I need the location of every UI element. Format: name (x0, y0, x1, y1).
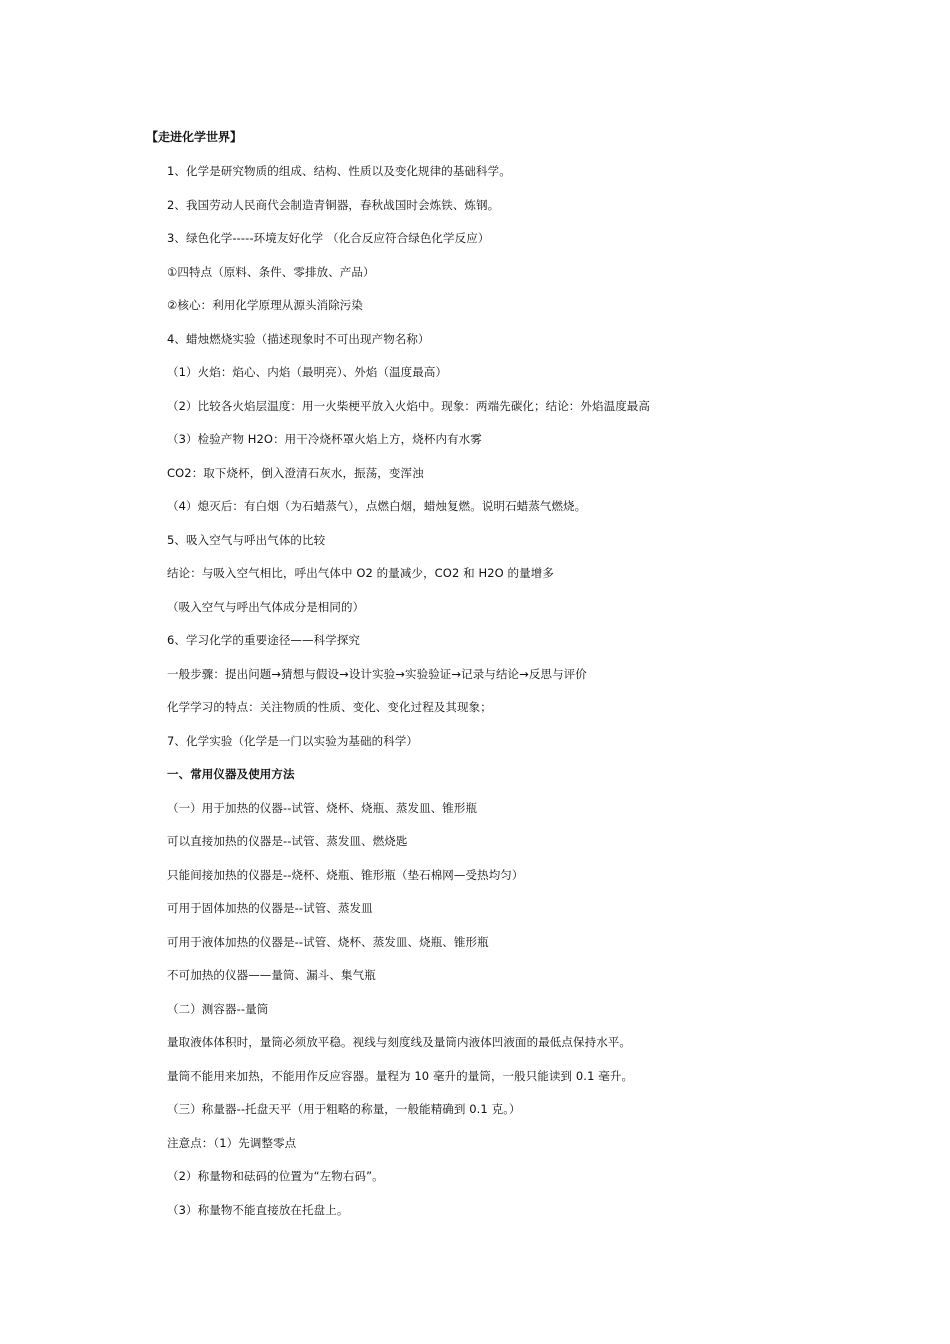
text-line: 2、我国劳动人民商代会制造青铜器，春秋战国时会炼铁、炼钢。 (167, 197, 500, 212)
text-line: ②核心：利用化学原理从源头消除污染 (167, 298, 364, 312)
text-line: （3）检验产物 H2O：用干冷烧杯罩火焰上方，烧杯内有水雾 (167, 432, 482, 446)
text-line: 一般步骤：提出问题→猜想与假设→设计实验→实验验证→记录与结论→反思与评价 (167, 666, 587, 681)
text-line: （一）用于加热的仪器--试管、烧杯、烧瓶、蒸发皿、锥形瓶 (167, 800, 478, 815)
text-line: （3）称量物不能直接放在托盘上。 (167, 1202, 349, 1217)
text-line: 量取液体体积时，量筒必须放平稳。视线与刻度线及量筒内液体凹液面的最低点保持水平。 (167, 1035, 631, 1049)
text-line: （三）称量器--托盘天平（用于粗略的称量，一般能精确到 0.1 克。） (167, 1102, 521, 1116)
text-line: （吸入空气与呼出气体成分是相同的） (167, 599, 365, 614)
document-title: 【走进化学世界】 (146, 130, 243, 144)
text-line: 7、化学实验（化学是一门以实验为基础的科学） (167, 733, 419, 748)
text-line: 4、蜡烛燃烧实验（描述现象时不可出现产物名称） (167, 331, 430, 346)
text-line: （2）比较各火焰层温度：用一火柴梗平放入火焰中。现象：两端先碳化；结论：外焰温度最高 (167, 398, 651, 413)
text-line: 3、绿色化学-----环境友好化学 （化合反应符合绿色化学反应） (167, 231, 490, 245)
text-line: 5、吸入空气与呼出气体的比较 (167, 532, 326, 547)
text-line: （2）称量物和砝码的位置为“左物右码”。 (167, 1169, 384, 1183)
text-line: 注意点：（1）先调整零点 (167, 1135, 297, 1150)
document-body (167, 163, 650, 1235)
text-line: （二）测容器--量筒 (167, 1001, 269, 1016)
text-line: 可用于固体加热的仪器是--试管、蒸发皿 (167, 901, 373, 915)
text-line: 可以直接加热的仪器是--试管、蒸发皿、燃烧匙 (167, 834, 408, 848)
text-line: 不可加热的仪器——量筒、漏斗、集气瓶 (167, 968, 376, 982)
text-line: 只能间接加热的仪器是--烧杯、烧瓶、锥形瓶（垫石棉网—受热均匀） (167, 867, 524, 882)
text-line: （4）熄灭后：有白烟（为石蜡蒸气），点燃白烟，蜡烛复燃。说明石蜡蒸气燃烧。 (167, 499, 587, 513)
section-heading: 一、常用仪器及使用方法 (167, 767, 295, 781)
text-line: 结论：与吸入空气相比，呼出气体中 O2 的量减少，CO2 和 H2O 的量增多 (167, 566, 554, 580)
text-line: 化学学习的特点：关注物质的性质、变化、变化过程及其现象； (167, 700, 492, 714)
text-line: 可用于液体加热的仪器是--试管、烧杯、蒸发皿、烧瓶、锥形瓶 (167, 934, 489, 949)
text-line: CO2：取下烧杯，倒入澄清石灰水，振荡，变浑浊 (167, 465, 424, 480)
text-line: 量筒不能用来加热，不能用作反应容器。量程为 10 毫升的量筒，一般只能读到 0.1 毫升。 (167, 1068, 634, 1083)
text-line: 1、化学是研究物质的组成、结构、性质以及变化规律的基础科学。 (167, 164, 511, 178)
text-line: 6、学习化学的重要途径——科学探究 (167, 633, 361, 647)
text-line: ①四特点（原料、条件、零排放、产品） (167, 264, 375, 279)
text-line: （1）火焰：焰心、内焰（最明亮）、外焰（温度最高） (167, 365, 448, 379)
